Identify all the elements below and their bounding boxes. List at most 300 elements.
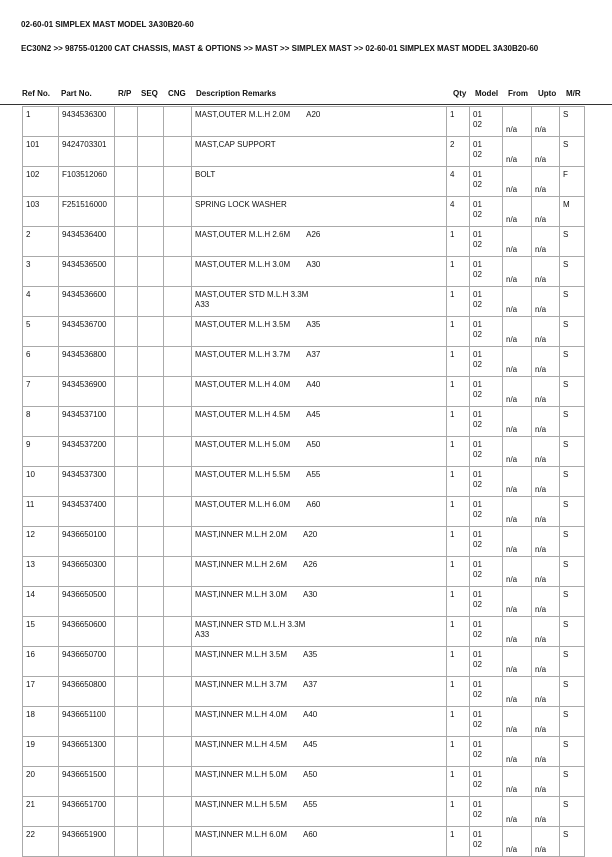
part-number: 9436651700 — [62, 800, 107, 809]
description — [192, 497, 447, 527]
table-row — [23, 707, 585, 737]
model-code: A33 — [195, 300, 210, 309]
header-model: Model — [475, 89, 499, 98]
part-no — [59, 467, 115, 497]
qty — [447, 557, 470, 587]
model-2: 02 — [473, 390, 482, 399]
upto — [532, 287, 560, 317]
part-no — [59, 557, 115, 587]
from-text: n/a — [506, 845, 518, 854]
mr-text: S — [563, 140, 569, 149]
cng — [164, 617, 192, 647]
mr — [560, 137, 585, 167]
ref-text: 6 — [26, 350, 31, 359]
qty-text: 1 — [450, 380, 455, 389]
mr — [560, 797, 585, 827]
part-number: 9436650100 — [62, 530, 107, 539]
from — [503, 407, 532, 437]
part-number: 9436650600 — [62, 620, 107, 629]
description-text: MAST,INNER M.L.H 5.0M — [195, 770, 288, 779]
model-2: 02 — [473, 120, 482, 129]
cng — [164, 107, 192, 137]
model-2: 02 — [473, 720, 482, 729]
ref-text: 5 — [26, 320, 31, 329]
table-row — [23, 407, 585, 437]
part-no — [59, 707, 115, 737]
model-1: 01 — [473, 320, 482, 329]
part-number: 9434537300 — [62, 470, 107, 479]
from-text: n/a — [506, 725, 518, 734]
rp — [115, 197, 138, 227]
table-row — [23, 497, 585, 527]
model-1: 01 — [473, 110, 482, 119]
description-text: MAST,INNER M.L.H 4.5M — [195, 740, 288, 749]
model-code: A33 — [195, 630, 210, 639]
from — [503, 737, 532, 767]
qty — [447, 167, 470, 197]
ref-text: 15 — [26, 620, 35, 629]
part-number: 9436650300 — [62, 560, 107, 569]
seq — [138, 167, 164, 197]
upto-text: n/a — [535, 245, 547, 254]
mr-text: S — [563, 440, 569, 449]
cng — [164, 737, 192, 767]
model-code: A35 — [303, 650, 318, 659]
model-1: 01 — [473, 140, 482, 149]
part-no — [59, 617, 115, 647]
mr — [560, 287, 585, 317]
part-no — [59, 197, 115, 227]
qty — [447, 407, 470, 437]
qty-text: 1 — [450, 830, 455, 839]
parts-table — [22, 106, 585, 857]
model-code: A30 — [306, 260, 321, 269]
from-text: n/a — [506, 785, 518, 794]
model-code: A50 — [306, 440, 321, 449]
upto — [532, 317, 560, 347]
mr-text: S — [563, 500, 569, 509]
from — [503, 497, 532, 527]
model-2: 02 — [473, 450, 482, 459]
cng — [164, 827, 192, 857]
model — [470, 317, 503, 347]
from — [503, 587, 532, 617]
ref-text: 102 — [26, 170, 40, 179]
seq — [138, 197, 164, 227]
seq — [138, 677, 164, 707]
seq — [138, 287, 164, 317]
qty — [447, 227, 470, 257]
model-code: A20 — [306, 110, 321, 119]
part-no — [59, 797, 115, 827]
table-row — [23, 377, 585, 407]
upto — [532, 227, 560, 257]
upto — [532, 497, 560, 527]
upto-text: n/a — [535, 545, 547, 554]
ref-text: 101 — [26, 140, 40, 149]
qty-text: 1 — [450, 680, 455, 689]
rp — [115, 317, 138, 347]
ref-no — [23, 107, 59, 137]
model-2: 02 — [473, 330, 482, 339]
seq — [138, 137, 164, 167]
mr-text: S — [563, 740, 569, 749]
upto-text: n/a — [535, 755, 547, 764]
qty — [447, 437, 470, 467]
model — [470, 527, 503, 557]
description — [192, 107, 447, 137]
part-number: F251516000 — [62, 200, 107, 209]
from — [503, 167, 532, 197]
mr — [560, 677, 585, 707]
upto — [532, 527, 560, 557]
upto — [532, 407, 560, 437]
seq — [138, 797, 164, 827]
qty-text: 1 — [450, 590, 455, 599]
cng — [164, 347, 192, 377]
from — [503, 557, 532, 587]
model-1: 01 — [473, 290, 482, 299]
ref-no — [23, 137, 59, 167]
qty — [447, 467, 470, 497]
model-2: 02 — [473, 630, 482, 639]
seq — [138, 497, 164, 527]
table-header — [0, 87, 612, 105]
mr — [560, 557, 585, 587]
part-no — [59, 677, 115, 707]
qty — [447, 257, 470, 287]
qty — [447, 137, 470, 167]
table-row — [23, 347, 585, 377]
model-2: 02 — [473, 660, 482, 669]
seq — [138, 317, 164, 347]
header-desc: Description Remarks — [196, 89, 277, 98]
description — [192, 647, 447, 677]
table-row — [23, 827, 585, 857]
mr-text: S — [563, 290, 569, 299]
header-mr: M/R — [566, 89, 581, 98]
part-number: 9436651900 — [62, 830, 107, 839]
description-text: MAST,OUTER STD M.L.H 3.3M — [195, 290, 309, 299]
header-ref: Ref No. — [22, 89, 50, 98]
upto-text: n/a — [535, 575, 547, 584]
mr-text: S — [563, 320, 569, 329]
model-1: 01 — [473, 770, 482, 779]
qty — [447, 797, 470, 827]
cng — [164, 257, 192, 287]
qty — [447, 287, 470, 317]
model-code: A55 — [303, 800, 318, 809]
ref-no — [23, 617, 59, 647]
from — [503, 647, 532, 677]
upto-text: n/a — [535, 815, 547, 824]
upto-text: n/a — [535, 215, 547, 224]
table-row — [23, 317, 585, 347]
qty — [447, 527, 470, 557]
header-qty: Qty — [453, 89, 467, 98]
model-2: 02 — [473, 540, 482, 549]
upto-text: n/a — [535, 185, 547, 194]
model-code: A26 — [306, 230, 321, 239]
table-row — [23, 257, 585, 287]
model-2: 02 — [473, 570, 482, 579]
table-row — [23, 617, 585, 647]
table-row — [23, 467, 585, 497]
model — [470, 827, 503, 857]
description — [192, 587, 447, 617]
model — [470, 257, 503, 287]
upto-text: n/a — [535, 695, 547, 704]
part-no — [59, 407, 115, 437]
model-1: 01 — [473, 440, 482, 449]
mr — [560, 197, 585, 227]
from-text: n/a — [506, 515, 518, 524]
cng — [164, 227, 192, 257]
qty-text: 1 — [450, 620, 455, 629]
upto — [532, 647, 560, 677]
ref-text: 21 — [26, 800, 35, 809]
part-number: F103512060 — [62, 170, 107, 179]
from — [503, 197, 532, 227]
model-1: 01 — [473, 650, 482, 659]
cng — [164, 197, 192, 227]
ref-no — [23, 707, 59, 737]
model-1: 01 — [473, 470, 482, 479]
qty-text: 1 — [450, 470, 455, 479]
mr — [560, 437, 585, 467]
model-1: 01 — [473, 800, 482, 809]
model-2: 02 — [473, 180, 482, 189]
mr — [560, 737, 585, 767]
description-text: MAST,OUTER M.L.H 5.5M — [195, 470, 291, 479]
mr — [560, 107, 585, 137]
model-code: A26 — [303, 560, 318, 569]
ref-no — [23, 557, 59, 587]
mr — [560, 347, 585, 377]
upto-text: n/a — [535, 365, 547, 374]
part-number: 9434537100 — [62, 410, 107, 419]
cng — [164, 647, 192, 677]
model — [470, 587, 503, 617]
part-no — [59, 107, 115, 137]
description — [192, 257, 447, 287]
header-rp: R/P — [118, 89, 132, 98]
part-number: 9434537200 — [62, 440, 107, 449]
ref-text: 16 — [26, 650, 35, 659]
ref-no — [23, 197, 59, 227]
table-row — [23, 107, 585, 137]
qty — [447, 677, 470, 707]
table-row — [23, 647, 585, 677]
mr-text: F — [563, 170, 568, 179]
qty-text: 2 — [450, 140, 455, 149]
model-1: 01 — [473, 500, 482, 509]
mr-text: S — [563, 380, 569, 389]
part-no — [59, 497, 115, 527]
mr — [560, 317, 585, 347]
ref-no — [23, 167, 59, 197]
part-number: 9434536400 — [62, 230, 107, 239]
mr — [560, 527, 585, 557]
cng — [164, 317, 192, 347]
model-1: 01 — [473, 200, 482, 209]
model-2: 02 — [473, 300, 482, 309]
model — [470, 407, 503, 437]
upto — [532, 737, 560, 767]
cng — [164, 137, 192, 167]
model-2: 02 — [473, 810, 482, 819]
part-number: 9424703301 — [62, 140, 107, 149]
from — [503, 467, 532, 497]
cng — [164, 287, 192, 317]
from-text: n/a — [506, 275, 518, 284]
upto-text: n/a — [535, 845, 547, 854]
model-code: A35 — [306, 320, 321, 329]
table-row — [23, 137, 585, 167]
model-2: 02 — [473, 840, 482, 849]
part-no — [59, 167, 115, 197]
from — [503, 827, 532, 857]
model — [470, 557, 503, 587]
rp — [115, 617, 138, 647]
from-text: n/a — [506, 365, 518, 374]
part-number: 9436651500 — [62, 770, 107, 779]
mr-text: S — [563, 470, 569, 479]
ref-text: 19 — [26, 740, 35, 749]
description — [192, 677, 447, 707]
qty — [447, 377, 470, 407]
header-seq: SEQ — [141, 89, 158, 98]
description — [192, 707, 447, 737]
ref-text: 10 — [26, 470, 35, 479]
mr — [560, 497, 585, 527]
model-1: 01 — [473, 350, 482, 359]
model-1: 01 — [473, 590, 482, 599]
mr — [560, 377, 585, 407]
model-code: A45 — [303, 740, 318, 749]
from — [503, 107, 532, 137]
part-no — [59, 377, 115, 407]
mr — [560, 767, 585, 797]
description — [192, 827, 447, 857]
seq — [138, 767, 164, 797]
qty — [447, 197, 470, 227]
cng — [164, 497, 192, 527]
from — [503, 617, 532, 647]
description-text: MAST,OUTER M.L.H 4.5M — [195, 410, 291, 419]
ref-text: 18 — [26, 710, 35, 719]
model — [470, 167, 503, 197]
part-number: 9434536300 — [62, 110, 107, 119]
ref-text: 103 — [26, 200, 40, 209]
cng — [164, 527, 192, 557]
model-2: 02 — [473, 750, 482, 759]
mr — [560, 257, 585, 287]
ref-text: 22 — [26, 830, 35, 839]
part-number: 9436651300 — [62, 740, 107, 749]
model — [470, 617, 503, 647]
mr — [560, 407, 585, 437]
upto-text: n/a — [535, 785, 547, 794]
part-number: 9434536900 — [62, 380, 107, 389]
qty-text: 1 — [450, 500, 455, 509]
part-number: 9434536600 — [62, 290, 107, 299]
ref-text: 12 — [26, 530, 35, 539]
description — [192, 557, 447, 587]
from-text: n/a — [506, 305, 518, 314]
qty — [447, 107, 470, 137]
model-2: 02 — [473, 510, 482, 519]
upto-text: n/a — [535, 155, 547, 164]
mr — [560, 227, 585, 257]
qty-text: 1 — [450, 530, 455, 539]
description-text: MAST,INNER M.L.H 2.6M — [195, 560, 288, 569]
model — [470, 137, 503, 167]
from-text: n/a — [506, 155, 518, 164]
from — [503, 137, 532, 167]
mr — [560, 827, 585, 857]
ref-text: 17 — [26, 680, 35, 689]
upto — [532, 467, 560, 497]
cng — [164, 767, 192, 797]
upto — [532, 107, 560, 137]
ref-text: 4 — [26, 290, 31, 299]
model-1: 01 — [473, 680, 482, 689]
rp — [115, 737, 138, 767]
mr-text: S — [563, 590, 569, 599]
model — [470, 197, 503, 227]
ref-no — [23, 497, 59, 527]
qty — [447, 317, 470, 347]
from-text: n/a — [506, 425, 518, 434]
from — [503, 227, 532, 257]
rp — [115, 347, 138, 377]
description-text: MAST,INNER M.L.H 6.0M — [195, 830, 288, 839]
part-number: 9434536500 — [62, 260, 107, 269]
from — [503, 707, 532, 737]
model — [470, 107, 503, 137]
model-1: 01 — [473, 830, 482, 839]
rp — [115, 527, 138, 557]
description-text: MAST,INNER STD M.L.H 3.3M — [195, 620, 306, 629]
model — [470, 227, 503, 257]
model — [470, 677, 503, 707]
ref-no — [23, 287, 59, 317]
qty-text: 1 — [450, 350, 455, 359]
part-no — [59, 287, 115, 317]
qty-text: 1 — [450, 410, 455, 419]
description — [192, 347, 447, 377]
cng — [164, 377, 192, 407]
seq — [138, 407, 164, 437]
rp — [115, 707, 138, 737]
upto — [532, 797, 560, 827]
seq — [138, 467, 164, 497]
ref-no — [23, 227, 59, 257]
from-text: n/a — [506, 545, 518, 554]
model-1: 01 — [473, 530, 482, 539]
qty-text: 1 — [450, 320, 455, 329]
part-no — [59, 587, 115, 617]
mr-text: S — [563, 680, 569, 689]
seq — [138, 377, 164, 407]
seq — [138, 707, 164, 737]
mr — [560, 587, 585, 617]
rp — [115, 797, 138, 827]
model-1: 01 — [473, 260, 482, 269]
description-text: MAST,OUTER M.L.H 2.6M — [195, 230, 291, 239]
table-row — [23, 227, 585, 257]
